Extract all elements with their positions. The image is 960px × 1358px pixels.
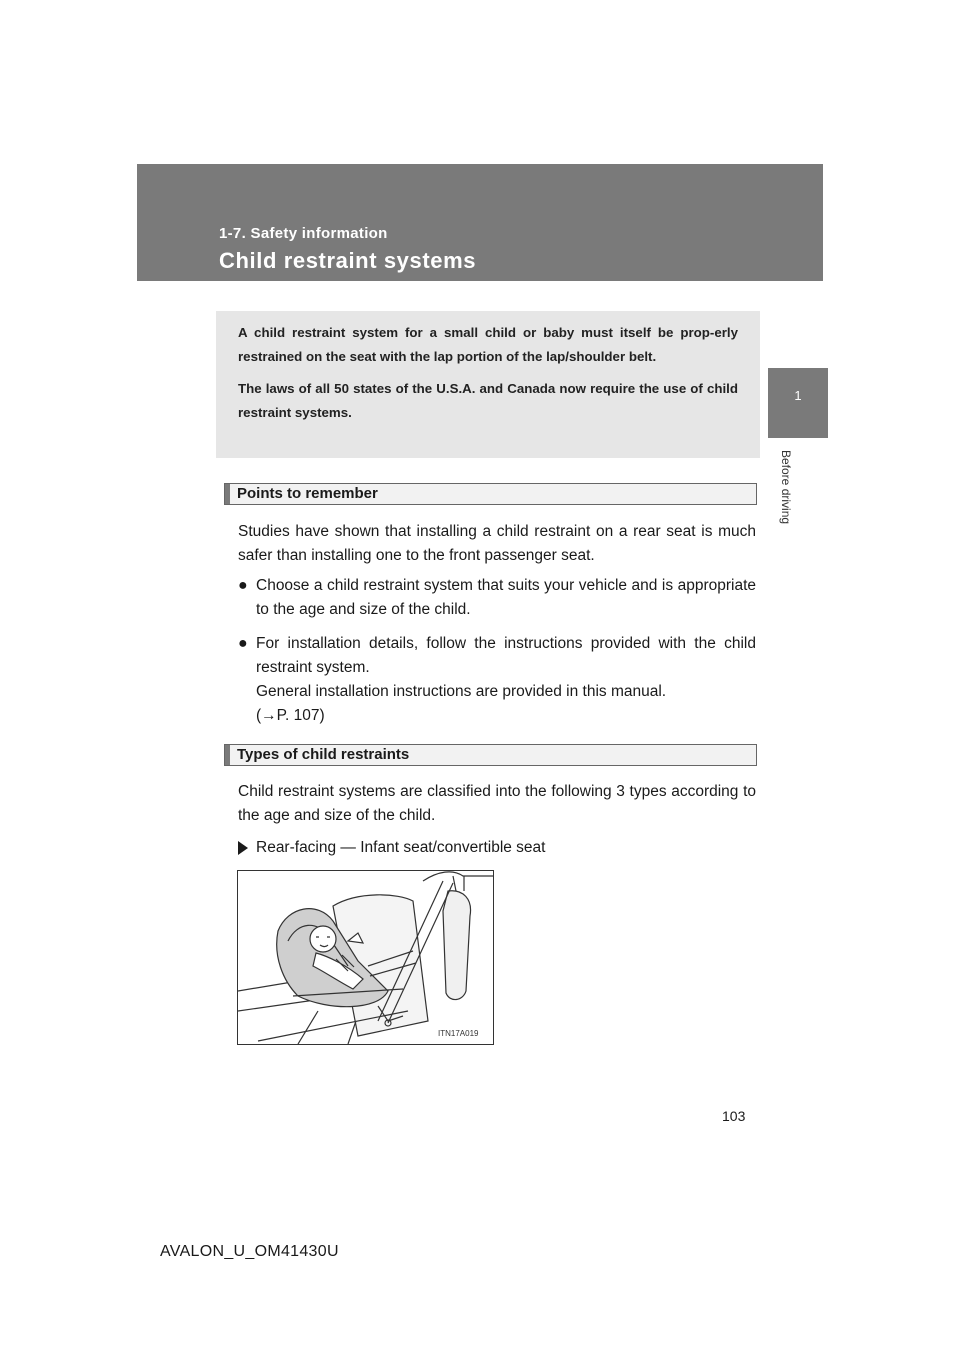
intro-text-2: The laws of all 50 states of the U.S.A. and Canada now require the use of child restraint systems. [238,381,738,420]
header-band [137,164,823,281]
heading-accent [225,484,230,504]
document-code: AVALON_U_OM41430U [160,1243,339,1260]
intro-text-1: A child restraint system for a small child or baby must itself be prop-erly restrained on the seat with the lap portion of the lap/shoulder belt. [238,325,738,364]
type-item-rear-facing [238,836,756,860]
bullet-text-secondary: General installation instructions are provided in this manual. [256,683,667,700]
bullet-body [256,632,756,728]
chapter-tab[interactable] [768,368,828,438]
page-title: Child restraint systems [219,248,477,273]
triangle-bullet-icon [238,841,248,855]
figure-code: ITN17A019 [438,1029,479,1038]
bullet-item-installation [238,632,756,728]
bullet-text: Choose a child restraint system that suits your vehicle and is appropriate to the age and size of the child. [256,577,756,618]
infant-seat-illustration [238,871,493,1044]
heading-text: Types of child restraints [237,746,410,763]
heading-points-to-remember [224,483,757,505]
page-reference-link[interactable]: (→P. 107) [256,707,325,724]
type-item-text: Rear-facing — Infant seat/convertible seat [256,839,546,856]
heading-text: Points to remember [237,485,378,502]
types-paragraph: Child restraint systems are classified into the following 3 types according to the age and size of the child. [238,783,756,824]
bullet-dot-icon: ● [238,635,248,652]
points-paragraph: Studies have shown that installing a child restraint on a rear seat is much safer than installing one to the front passenger seat. [238,523,756,564]
heading-accent [225,745,230,765]
bullet-item-choose [238,574,756,622]
page-number: 103 [722,1108,746,1124]
chapter-number: 1 [794,388,802,403]
heading-types-of-child-restraints [224,744,757,766]
section-label: 1-7. Safety information [219,225,388,242]
chapter-label: Before driving [779,450,793,525]
bullet-dot-icon: ● [238,577,248,594]
figure-rear-facing-infant-seat [237,870,494,1045]
bullet-text: For installation details, follow the instructions provided with the child restraint system. [256,635,756,676]
intro-box [216,311,760,458]
